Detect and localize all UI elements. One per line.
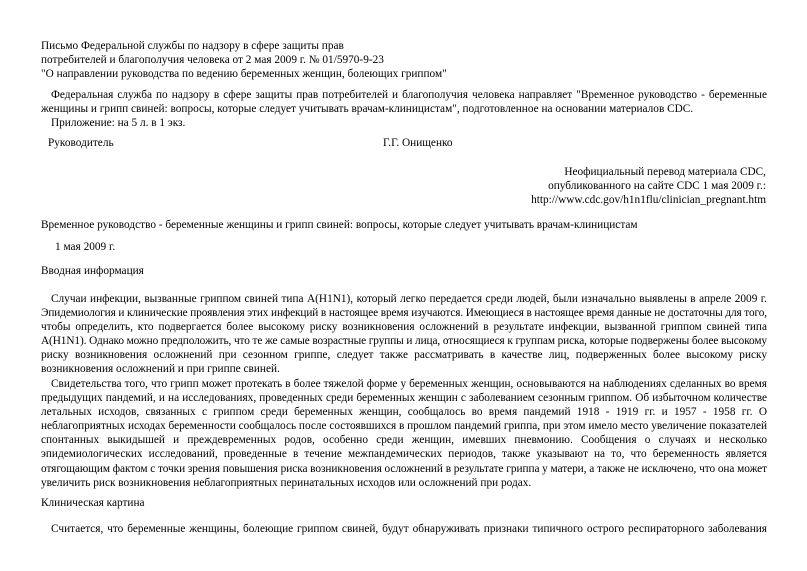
intro-section-paragraph-1 <box>41 292 767 377</box>
p1-line-2: Эпидемиология и клинические проявления этих инфекций в настоящее время изучаются. Имеющиеся в настоящее время данные не достаточны для того, <box>41 307 767 320</box>
clinical-line-1: Считается, что беременные женщины, болеющие гриппом свиней, будут обнаруживать признаки типичного острого респираторного заболевания <box>51 523 767 535</box>
p2-line-3: летальных исходов, связанных с гриппом среди беременных женщин, сообщалось во время пандемий 1918 - 1919 гг. и 1957 - 1958 гг. О <box>41 406 767 419</box>
attachment-note: Приложение: на 5 л. в 1 экз. <box>51 117 186 130</box>
p1-line-3: чтобы определить, кто подвергается более высокому риску возникновения осложнений в результате инфекции, вызванной гриппом свиней типа <box>41 321 767 334</box>
document-date: 1 мая 2009 г. <box>55 241 116 253</box>
translation-note <box>531 165 766 207</box>
translation-note-line-2: опубликованного на сайте CDC 1 мая 2009 г.: <box>548 180 766 193</box>
header-line-2: потребителей и благополучия человека от 2 мая 2009 г. № 01/5970-9-23 <box>41 54 384 67</box>
signature-role: Руководитель <box>48 137 114 149</box>
p2-line-1: Свидетельства того, что грипп может протекать в более тяжелой форме у беременных женщин, основываются на наблюдениях сделанных во время <box>51 378 767 390</box>
intro-paragraph <box>41 88 767 130</box>
clinical-paragraph-1 <box>41 522 767 536</box>
p1-line-1: Случаи инфекции, вызванные гриппом свиней типа A(H1N1), который легко передается среди людей, были изначально выявлены в апреле 2009 г. <box>51 293 767 305</box>
header-line-1: Письмо Федеральной службы по надзору в сфере защиты прав <box>41 40 344 52</box>
translation-note-url: http://www.cdc.gov/h1n1flu/clinician_pregnant.htm <box>531 194 766 207</box>
p2-line-4: неблагоприятных исходах беременности сообщалось после состоявшихся в прошлом пандемий гриппа, при этом имело место увеличение показателей <box>41 420 767 433</box>
intro-line-1: Федеральная служба по надзору в сфере защиты прав потребителей и благополучия человека направляет "Временное руководство - беременные <box>51 89 767 101</box>
translation-note-line-1: Неофициальный перевод материала CDC, <box>564 166 766 178</box>
p1-line-5: риску возникновения осложнений при сезонном гриппе, следует также рассматривать в качестве лиц, подверженных более высокому риску <box>41 349 767 362</box>
p2-line-2: предыдущих пандемий, и на исследованиях, проведенных среди беременных женщин с заболеванием сезонным гриппом. Об избыточном количестве <box>41 392 767 405</box>
p2-line-7: отягощающим фактом с точки зрения повышения риска возникновения осложнений в результате гриппа у матери, а также не исключено, что она может <box>41 462 767 475</box>
section-heading-clinical: Клиническая картина <box>41 497 145 509</box>
header-line-3: "О направлении руководства по ведению беременных женщин, болеющих гриппом" <box>41 68 447 81</box>
intro-line-2: женщины и грипп свиней: вопросы, которые следует учитывать врачам-клиницистам", подготовленное на основании материалов CDC. <box>41 103 694 116</box>
p2-line-5: спонтанных выкидышей и преждевременных родов, особенно среди женщин, имевших пневмонию. Сообщения о случаях и несколько <box>41 434 767 447</box>
signature-name: Г.Г. Онищенко <box>383 137 453 149</box>
intro-section-paragraph-2 <box>41 377 767 490</box>
document-title: Временное руководство - беременные женщины и грипп свиней: вопросы, которые следует учитывать врачам-клиницистам <box>41 219 638 231</box>
p1-line-4: A(H1N1). Однако можно предположить, что те же самые возрастные группы и лица, относящиеся к группам риска, которые подвержены более высокому <box>41 335 767 348</box>
p2-line-8: увеличить риск возникновения неблагоприятных перинатальных исходов или осложнений при родах. <box>41 476 532 489</box>
section-heading-intro: Вводная информация <box>41 265 144 277</box>
letter-header <box>41 39 741 81</box>
p1-line-6: возникновения осложнений и при гриппе свиней. <box>41 363 280 376</box>
p2-line-6: эпидемиологических исследований, проведенные в течение межпандемических периодов, также указывают на то, что беременность является <box>41 448 767 461</box>
